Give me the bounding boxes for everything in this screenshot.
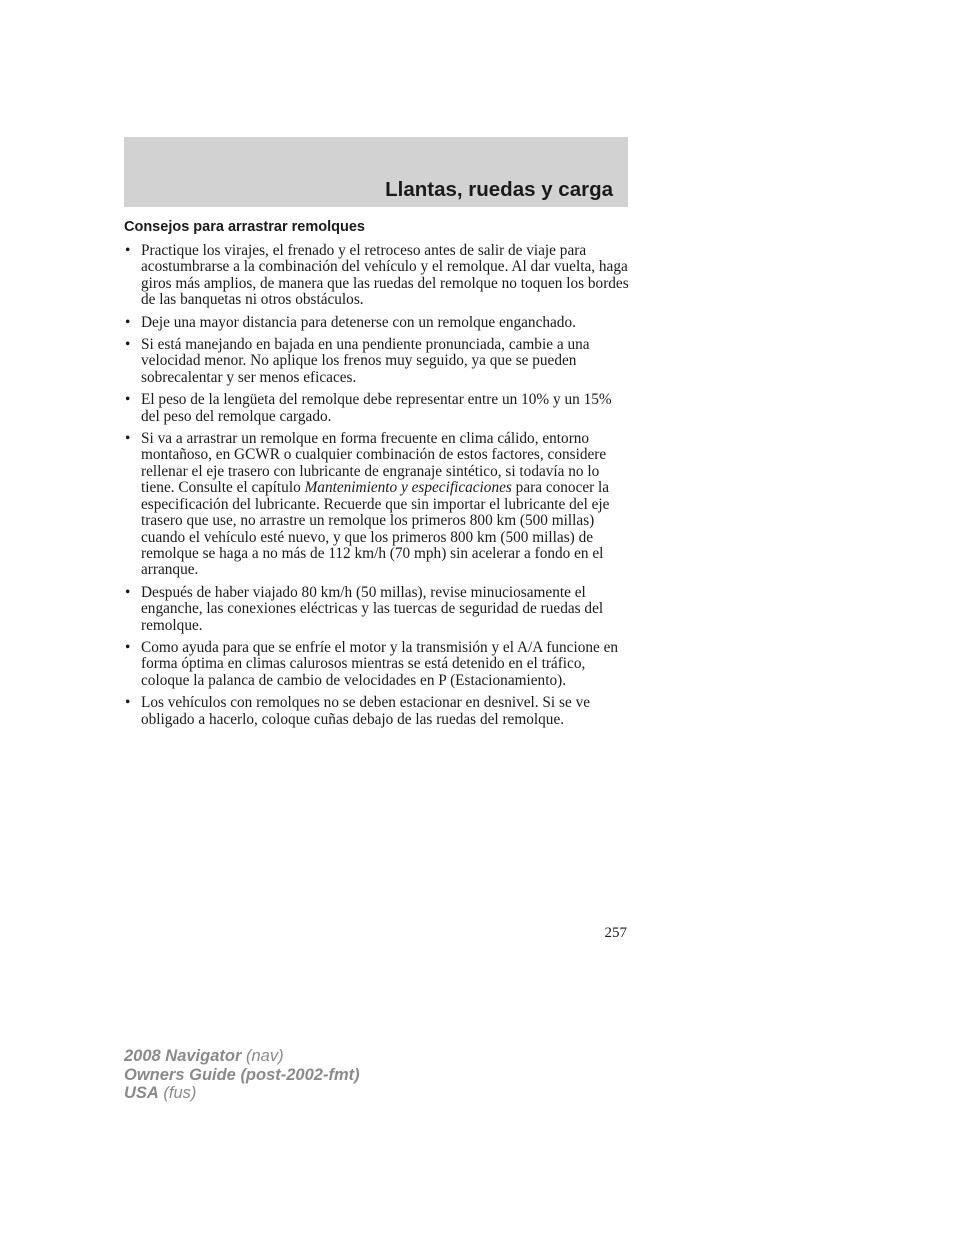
footer-line-market: [124, 1084, 360, 1103]
tips-list: [124, 243, 630, 734]
list-item: [124, 337, 630, 386]
list-item-text: Como ayuda para que se enfríe el motor y la transmisión y el A/A funcione en forma óptima en climas calurosos mientras se está detenido en el tráfico, coloque la palanca de cambio de velocidades en P (Estacionamiento).: [141, 638, 619, 689]
list-item: [124, 431, 630, 579]
bullet-icon: •: [125, 583, 131, 601]
page-number: 257: [604, 925, 627, 941]
list-item-text-continued: para conocer la especificación del lubricante. Recuerde que sin importar el lubricante del eje trasero que use, no arrastre un remolque los primeros 800 km (500 millas) cuando el vehículo esté nuevo, y que los primeros 800 km (500 millas) de remolque se haga a no más de 112 km/h (70 mph) sin acelerar a fondo en el arranque.: [141, 479, 610, 579]
list-item: [124, 392, 630, 425]
section-heading: Consejos para arrastrar remolques: [124, 219, 365, 235]
list-item: [124, 640, 630, 689]
list-item: [124, 315, 630, 331]
footer-model-code: (nav): [241, 1047, 284, 1065]
list-item-text: Los vehículos con remolques no se deben estacionar en desnivel. Si se ve obligado a hacerlo, coloque cuñas debajo de las ruedas del remolque.: [141, 694, 591, 728]
list-item-text: Después de haber viajado 80 km/h (50 millas), revise minuciosamente el enganche, las conexiones eléctricas y las tuercas de seguridad de ruedas del remolque.: [141, 583, 604, 634]
bullet-icon: •: [125, 242, 131, 259]
bullet-icon: •: [125, 694, 131, 712]
bullet-icon: •: [125, 638, 131, 656]
list-item-text: Practique los virajes, el frenado y el retroceso antes de salir de viaje para acostumbrarse a la combinación del vehículo y el remolque. Al dar vuelta, haga giros más amplios, de manera que las ruedas del remolque no toquen los bordes de las banquetas ni otros obstáculos.: [141, 242, 629, 309]
document-footer: [124, 1047, 360, 1103]
chapter-reference: Mantenimiento y especificaciones: [304, 479, 512, 497]
footer-model-name: 2008 Navigator: [124, 1047, 242, 1065]
footer-line-model: [124, 1047, 360, 1066]
list-item-text: Si está manejando en bajada en una pendiente pronunciada, cambie a una velocidad menor. No aplique los frenos muy seguido, ya que se pueden sobrecalentar y ser menos eficaces.: [141, 336, 590, 386]
list-item-text: Deje una mayor distancia para detenerse con un remolque enganchado.: [141, 313, 576, 331]
list-item-text: El peso de la lengüeta del remolque debe representar entre un 10% y un 15% del peso del remolque cargado.: [141, 391, 612, 425]
list-item: [124, 585, 630, 634]
bullet-icon: •: [125, 336, 131, 354]
list-item: [124, 243, 630, 309]
chapter-title: Llantas, ruedas y carga: [385, 178, 613, 201]
bullet-icon: •: [125, 313, 131, 331]
chapter-header-band: [124, 137, 628, 207]
bullet-icon: •: [125, 391, 131, 409]
footer-market-name: USA: [124, 1084, 159, 1102]
list-item: [124, 695, 630, 728]
list-item-text: Si va a arrastrar un remolque en forma frecuente en clima cálido, entorno montañoso, en GCWR o cualquier combinación de estos factores, considere rellenar el eje trasero con lubricante de engranaje sintético, si todavía no lo tiene. Consulte el capítulo: [141, 430, 607, 497]
bullet-icon: •: [125, 430, 131, 448]
footer-market-code: (fus): [158, 1084, 197, 1102]
footer-line-guide: [124, 1066, 360, 1085]
footer-guide-name: Owners Guide (post-2002-fmt): [124, 1065, 360, 1084]
